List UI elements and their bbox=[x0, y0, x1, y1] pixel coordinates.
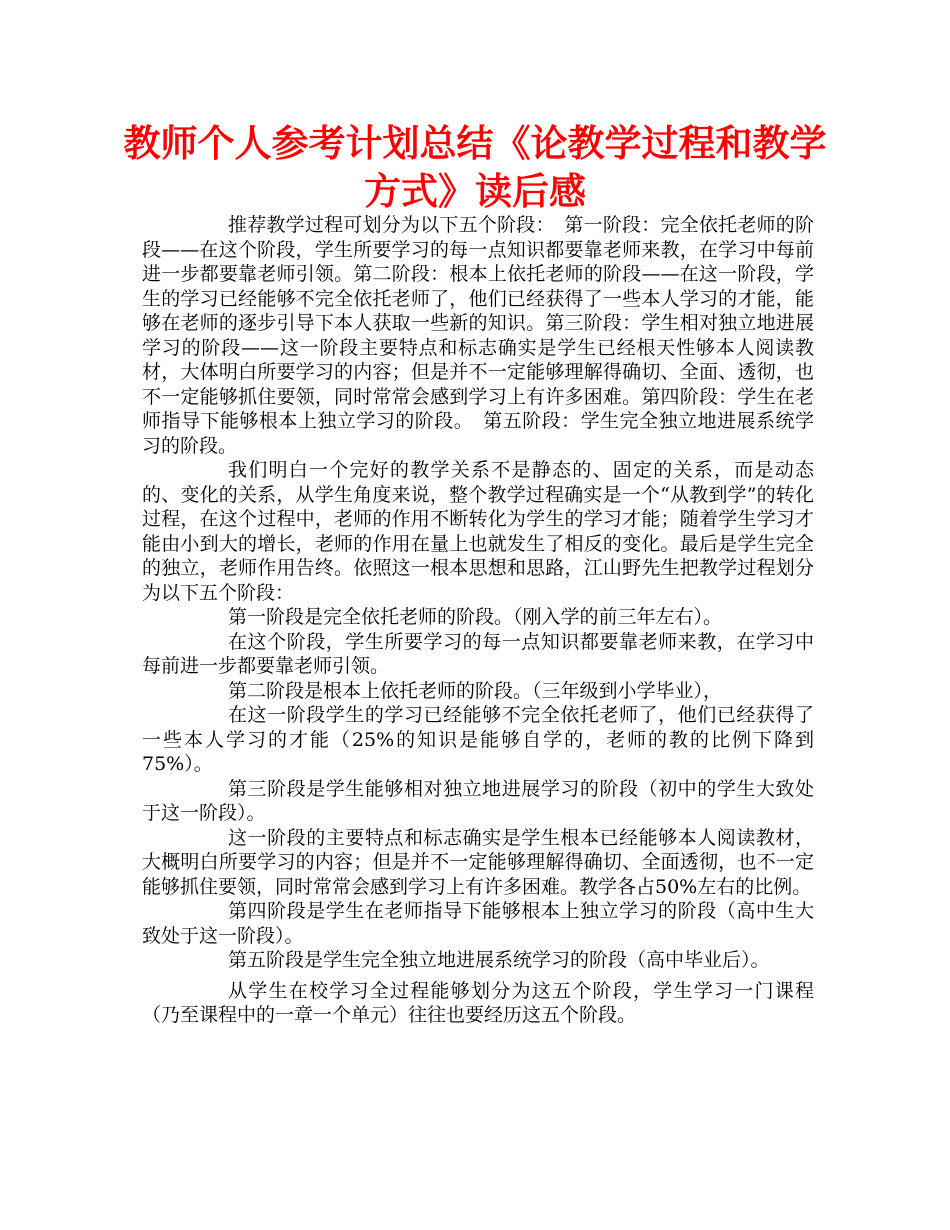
paragraph: 第五阶段是学生完全独立地进展系统学习的阶段（高中毕业后）。 bbox=[228, 949, 770, 971]
paragraph: 在这个阶段，学生所要学习的每一点知识都要靠老师来教，在学习中每前进一步都要靠老师引领。 bbox=[142, 630, 814, 677]
paragraph: 推荐教学过程可划分为以下五个阶段： 第一阶段：完全依托老师的阶段——在这个阶段，学生所要学习的每一点知识都要靠老师来教，在学习中每前进一步都要靠老师引领。第二阶段：根本上依托老师的阶段——在这一阶段，学生的学习已经能够不完全依托老师了，他们已经获得了一些本人学习的才能，能够在老师的逐步引导下本人获取一些新的知识。第三阶段：学生相对独立地进展学习的阶段——这一阶段主要特点和标志确实是学生已经根天性够本人阅读教材，大体明白所要学习的内容；但是并不一定能够理解得确切、全面、透彻，也不一定能够抓住要领，同时常常会感到学习上有许多困难。第四阶段：学生在老师指导下能够根本上独立学习的阶段。 第五阶段：学生完全独立地进展系统学习的阶段。 bbox=[142, 214, 814, 457]
paragraph: 在这一阶段学生的学习已经能够不完全依托老师了，他们已经获得了一些本人学习的才能（25%的知识是能够自学的，老师的教的比例下降到75%）。 bbox=[142, 704, 814, 775]
paragraph: 第一阶段是完全依托老师的阶段。（刚入学的前三年左右）。 bbox=[228, 606, 723, 628]
paragraph: 从学生在校学习全过程能够划分为这五个阶段，学生学习一门课程（乃至课程中的一章一个单元）往往也要经历这五个阶段。 bbox=[142, 979, 814, 1026]
document-title: 教师个人参考计划总结《论教学过程和教学方式》读后感 bbox=[123, 122, 827, 213]
document-body bbox=[142, 213, 814, 1028]
paragraph: 第四阶段是学生在老师指导下能够根本上独立学习的阶段（高中生大致处于这一阶段）。 bbox=[142, 900, 814, 947]
paragraph: 第三阶段是学生能够相对独立地进展学习的阶段（初中的学生大致处于这一阶段）。 bbox=[142, 777, 814, 824]
paragraph: 这一阶段的主要特点和标志确实是学生根本已经能够本人阅读教材，大概明白所要学习的内容；但是并不一定能够理解得确切、全面透彻，也不一定能够抓住要领，同时常常会感到学习上有许多困难。教学各占50%左右的比例。 bbox=[142, 826, 814, 898]
paragraph: 第二阶段是根本上依托老师的阶段。（三年级到小学毕业）， bbox=[228, 679, 723, 702]
paragraph: 我们明白一个完好的教学关系不是静态的、固定的关系，而是动态的、变化的关系，从学生角度来说，整个教学过程确实是一个“从教到学”的转化过程，在这个过程中，老师的作用不断转化为学生的学习才能；随着学生学习才能由小到大的增长，老师的作用在量上也就发生了相反的变化。最后是学生完全的独立，老师作用告终。依照这一根本思想和思路，江山野先生把教学过程划分为以下五个阶段： bbox=[142, 459, 814, 604]
